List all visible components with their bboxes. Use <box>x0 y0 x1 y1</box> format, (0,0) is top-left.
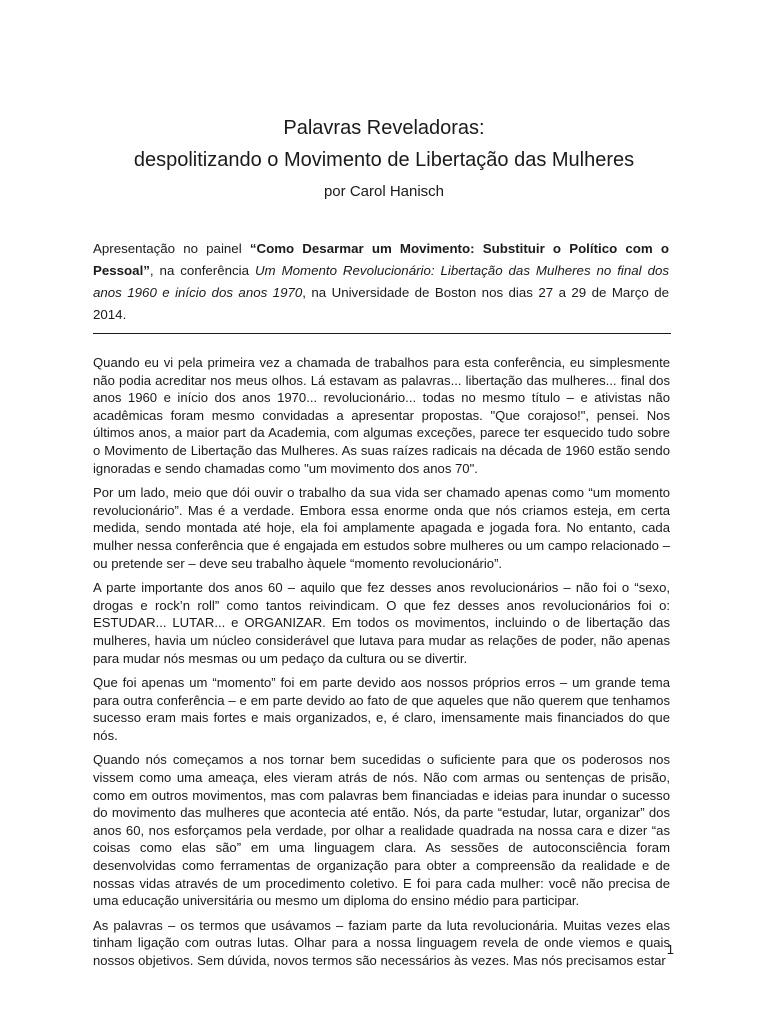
paragraph: Por um lado, meio que dói ouvir o trabalho da sua vida ser chamado apenas como “um momento revolucionário”. Mas é a verdade. Embora essa enorme onda que nós criamos esteja, em certa medida, sendo montada até hoje, ela foi amplamente apagada e jogada fora. No entanto, cada mulher nessa conferência que é engajada em estudos sobre mulheres ou um campo relacionado – ou pretende ser – deve seu trabalho àquele “momento revolucionário”. <box>93 485 670 571</box>
conference-prefix: , na conferência <box>149 263 255 278</box>
presentation-intro: Apresentação no painel <box>93 241 250 256</box>
conference-title: Um Momento Revolucionário: Libertação das Mulheres no final dos anos 1960 e início dos anos 1970 <box>93 263 670 300</box>
document-title: Palavras Reveladoras: <box>283 117 485 139</box>
paragraph: A parte importante dos anos 60 – aquilo que fez desses anos revolucionários – não foi o “sexo, drogas e rock’n roll” como tantos reivindicam. O que fez desses anos revolucionários foi o: ESTUDAR... LUTAR... e ORGANIZAR. Em todos os movimentos, incluindo o de libertação das mulheres, havia um núcleo considerável que lutava para mudar as relações de poder, não apenas para mudar nós mesmas ou um pedaço da cultura ou se divertir. <box>93 580 670 666</box>
presentation-note <box>93 238 669 326</box>
page-number: 1 <box>666 942 674 957</box>
separator-rule <box>93 333 671 334</box>
presentation-suffix: , na Universidade de Boston nos dias 27 a 29 de Março de 2014. <box>93 285 669 322</box>
document-author: por Carol Hanisch <box>323 183 445 200</box>
paragraph: As palavras – os termos que usávamos – faziam parte da luta revolucionária. Muitas vezes elas tinham ligação com outras lutas. Olhar para a nossa linguagem revela de onde viemos e quais nossos objetivos. Sem dúvida, novos termos são necessários às vezes. Mas nós precisamos estar <box>93 917 670 968</box>
panel-title: “Como Desarmar um Movimento: Substituir o Político com o Pessoal” <box>93 241 670 278</box>
body-text <box>93 354 670 977</box>
paragraph: Quando nós começamos a nos tornar bem sucedidas o suficiente para que os poderosos nos vissem como uma ameaça, eles vieram atrás de nós. Não com armas ou sentenças de prisão, como em outros movimentos, mas com palavras bem financiadas e ideias para inundar o sucesso do movimento das mulheres que acontecia até então. Nós, da parte “estudar, lutar, organizar” dos anos 60, nos esforçamos pela verdade, por olhar a realidade quadrada na nossa cara e dizer “as coisas como elas são” em uma linguagem clara. As sessões de autoconsciência foram desenvolvidas como ferramentas de organização para obter a compreensão da realidade e de nossas vidas através de um procedimento coletivo. E foi para cada mulher: você não precisa de uma educação universitária ou mesmo um diploma do ensino médio para participar. <box>93 752 670 909</box>
paragraph: Quando eu vi pela primeira vez a chamada de trabalhos para esta conferência, eu simplesmente não podia acreditar nos meus olhos. Lá estavam as palavras... libertação das mulheres... final dos anos 1960 e início dos anos 1970... revolucionário... todas no mesmo título – e ativistas não acadêmicas foram mesmo convidadas a apresentar propostas. "Que corajoso!", pensei. Nos últimos anos, a maior part da Academia, com algumas exceções, parece ter esquecido tudo sobre o Movimento de Libertação das Mulheres. As suas raízes radicais na década de 1960 estão sendo ignoradas e sendo chamadas como "um movimento dos anos 70". <box>93 355 670 476</box>
title-block <box>0 112 768 202</box>
document-subtitle: despolitizando o Movimento de Libertação das Mulheres <box>133 149 635 171</box>
paragraph: Que foi apenas um “momento” foi em parte devido aos nossos próprios erros – um grande tema para outra conferência – e em parte devido ao fato de que aqueles que não querem que tenhamos sucesso eram mais fortes e mais organizados, e, é claro, imensamente mais financiados do que nós. <box>93 675 670 743</box>
